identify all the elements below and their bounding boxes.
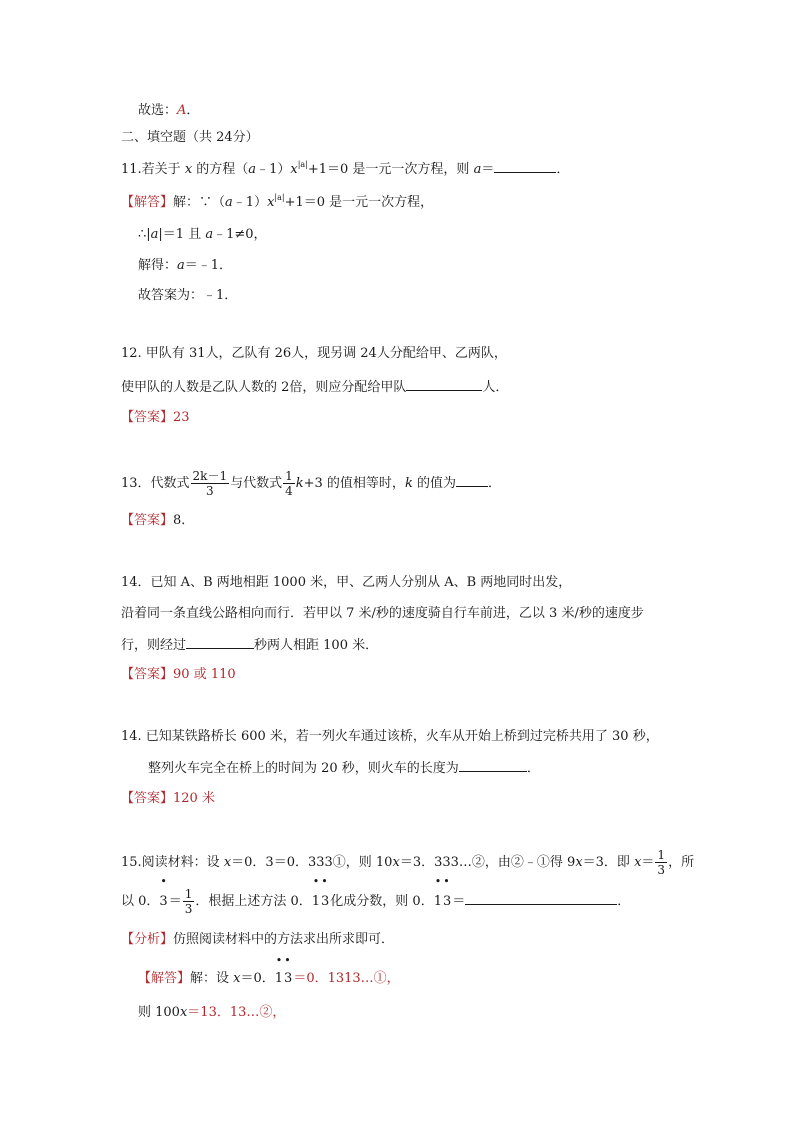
answer-blank (186, 635, 254, 649)
q12-question-line-2: 使甲队的人数是乙队人数的 2倍，则应分配给甲队 人． (121, 377, 508, 398)
q14b-question-line-2: 整列火车完全在桥上的时间为 20 秒，则火车的长度为 ． (148, 758, 540, 779)
answer-blank (494, 159, 556, 173)
repeating-decimal: •• 13 (274, 954, 294, 986)
q11-solution: 【解答】解：$\because(a﹣1)x^{|a|}+1=0$ 是一元一次方程， (121, 193, 434, 210)
answer-blank (456, 473, 488, 487)
fraction: $\frac{1}{4}$ (285, 469, 293, 498)
q14a-question-line-1: 14．已知 A、B 两地相距 1000 米，甲、乙两人分别从 A、B 两地同时出发， (121, 575, 572, 590)
q15-solution-step-2: 则 100x＝13．13…②， (138, 1005, 286, 1020)
q15-analysis: 【分析】仿照阅读材料中的方法求出所求即可． (121, 932, 395, 947)
q14a-question-line-3: 行，则经过 秒两人相距 100 米． (121, 635, 378, 656)
q14a-answer: 【答案】90 或 110 (121, 667, 236, 682)
repeating-decimal: • 3 (159, 875, 169, 909)
q11-step-2: ∴|a|＝1 且 a﹣1≠0， (138, 227, 267, 242)
q12-question-line-1: 12. 甲队有 31人，乙队有 26人，现另调 24人分配给甲、乙两队， (121, 346, 507, 361)
repeating-decimal: •• 13 (311, 875, 331, 909)
q15-solution: 【解答】解：设 x＝0． •• 13＝0．1313…①， (138, 966, 400, 992)
q10-conclusion: 故选：A． (138, 103, 200, 118)
q15-question-line-1: 15.阅读材料：设 x＝0．3＝0．333①，则 10x＝3．333…②，由②﹣①得 9x＝3．即 x＝ $\frac{1}{3}$ ，所 (121, 848, 695, 877)
q13-question: 13．代数式 $\frac{2k-1}{3}$ 与代数式 $\frac{1}{4}$ k+3 的值相等时，k 的值为 ． (121, 469, 501, 498)
q15-question-line-2: 以 0． • 3＝ $\frac{1}{3}$ ．根据上述方法 0． •• 13化成分数，则 0． •• 13＝ ． (121, 875, 631, 916)
repeating-decimal: •• 13 (433, 875, 453, 909)
q12-answer: 【答案】23 (121, 410, 190, 425)
q11-step-3: 解得：a＝﹣1． (138, 258, 233, 273)
q14a-question-line-2: 沿着同一条直线公路相向而行．若甲以 7 米/秒的速度骑自行车前进，乙以 3 米/秒的速度步 (121, 606, 644, 621)
answer-blank (406, 377, 482, 391)
q14b-question-line-1: 14. 已知某铁路桥长 600 米，若一列火车通过该桥，火车从开始上桥到过完桥共用了 30 秒， (121, 729, 659, 744)
answer-blank (459, 758, 527, 772)
q11-final-answer: 故答案为：﹣1． (138, 288, 238, 303)
fraction: $\frac{1}{3}$ (184, 887, 193, 916)
q13-answer: 【答案】8． (121, 513, 195, 528)
q11-question: 11.若关于 x 的方程$(a﹣1)x^{|a|}+1=0$ 是一元一次方程，则 a＝ ． (121, 160, 570, 177)
answer-blank (465, 891, 617, 905)
q14b-answer: 【答案】120 米 (121, 791, 215, 806)
fraction: $\frac{1}{3}$ (657, 848, 666, 877)
section-heading: 二、填空题（共 24分） (121, 130, 259, 145)
fraction: $\frac{2k-1}{3}$ (192, 469, 228, 498)
